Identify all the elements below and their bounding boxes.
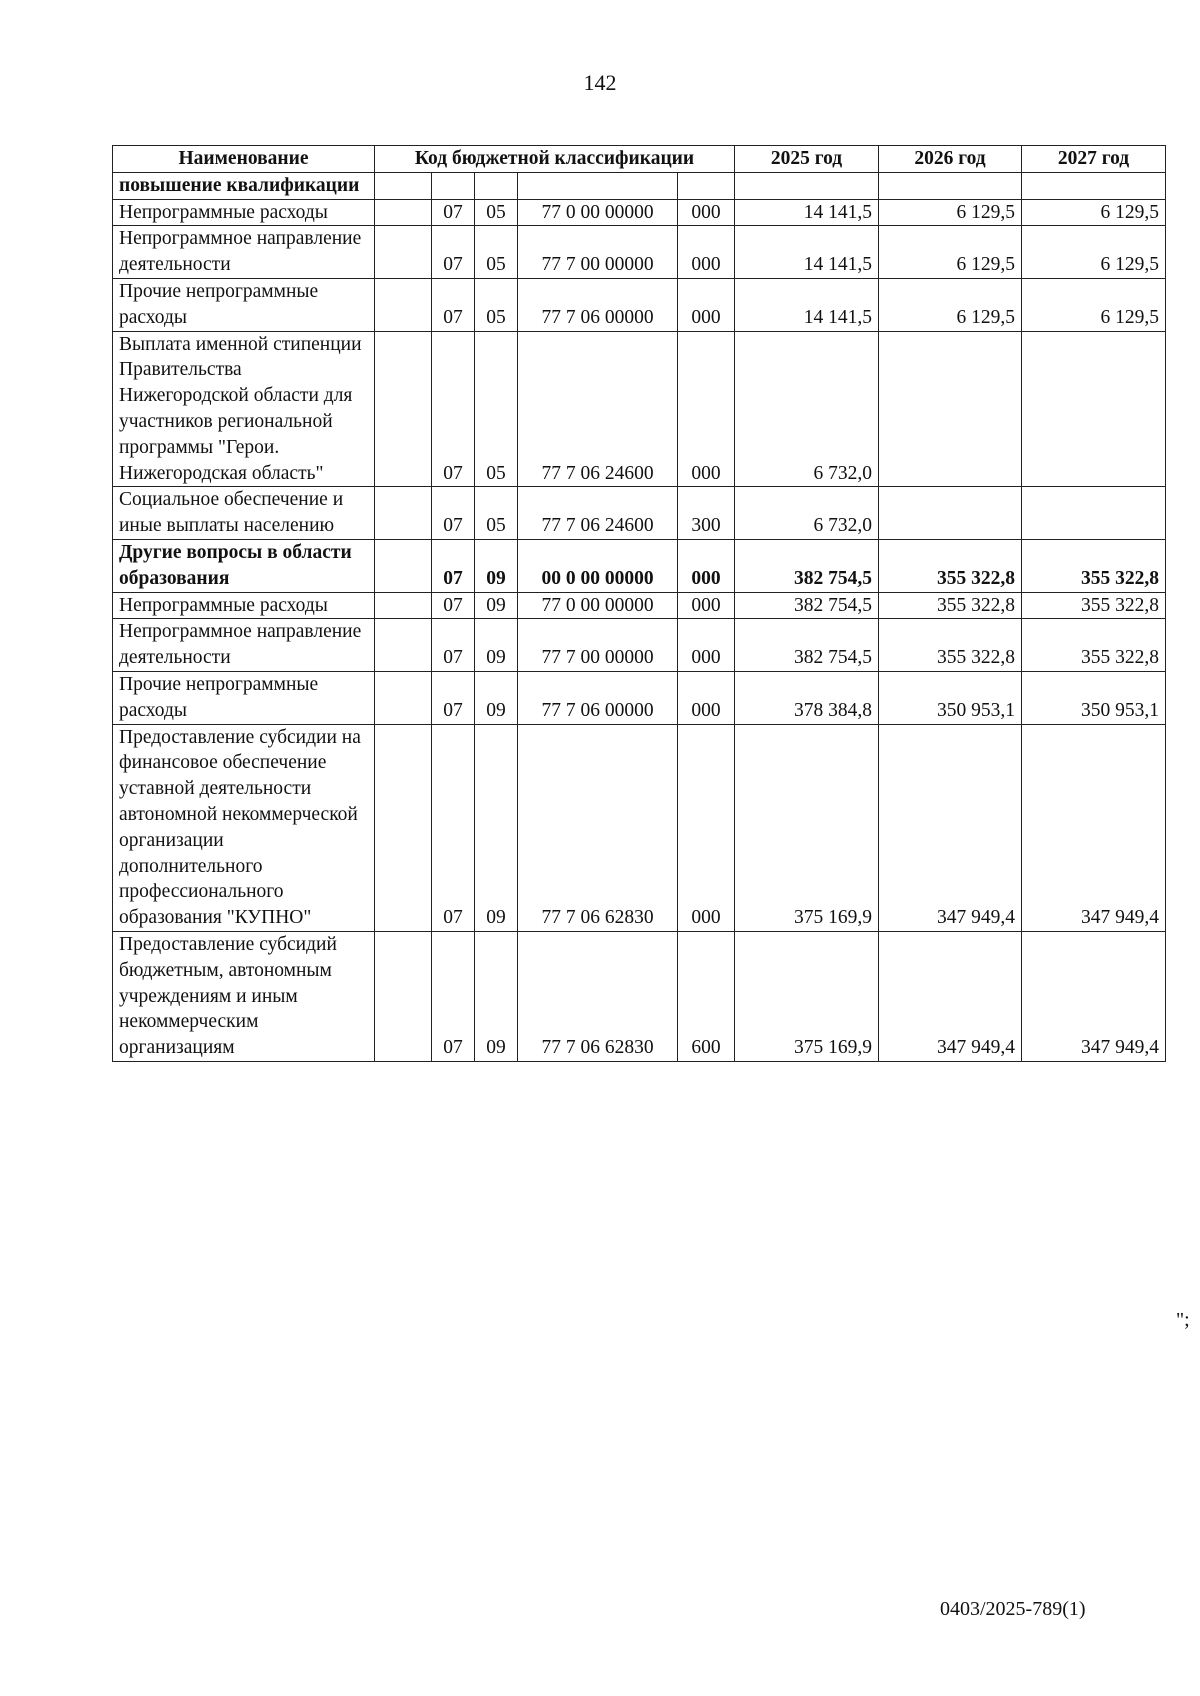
cell-name: Другие вопросы в области образования — [113, 539, 375, 592]
cell-subsection: 05 — [475, 487, 518, 540]
cell-expense-type: 000 — [678, 671, 735, 724]
cell-ministry-code — [375, 931, 432, 1061]
cell-expense-type — [678, 172, 735, 199]
cell-name: Непрограммные расходы — [113, 592, 375, 619]
cell-target-article: 77 0 00 00000 — [518, 199, 678, 226]
document-code: 0403/2025-789(1) — [940, 1598, 1086, 1620]
cell-amount-2025: 14 141,5 — [735, 199, 879, 226]
cell-section: 07 — [432, 539, 475, 592]
cell-amount-2025: 378 384,8 — [735, 671, 879, 724]
cell-section: 07 — [432, 278, 475, 331]
cell-target-article — [518, 172, 678, 199]
cell-amount-2027: 355 322,8 — [1022, 539, 1166, 592]
cell-amount-2026 — [879, 331, 1022, 487]
cell-amount-2025 — [735, 172, 879, 199]
cell-ministry-code — [375, 619, 432, 672]
cell-ministry-code — [375, 724, 432, 931]
cell-ministry-code — [375, 671, 432, 724]
cell-target-article: 00 0 00 00000 — [518, 539, 678, 592]
cell-name: Социальное обеспечение и иные выплаты населению — [113, 487, 375, 540]
cell-amount-2026: 355 322,8 — [879, 592, 1022, 619]
table-row — [113, 331, 1166, 487]
cell-name: Прочие непрограммные расходы — [113, 278, 375, 331]
cell-name: Непрограммные расходы — [113, 199, 375, 226]
cell-amount-2026 — [879, 172, 1022, 199]
cell-expense-type: 000 — [678, 539, 735, 592]
cell-expense-type: 000 — [678, 331, 735, 487]
cell-amount-2025: 14 141,5 — [735, 278, 879, 331]
header-2027: 2027 год — [1022, 146, 1166, 173]
cell-amount-2027: 347 949,4 — [1022, 724, 1166, 931]
cell-ministry-code — [375, 331, 432, 487]
cell-subsection: 05 — [475, 331, 518, 487]
cell-name: Предоставление субсидий бюджетным, автономным учреждениям и иным некоммерческим организациям — [113, 931, 375, 1061]
table-row — [113, 592, 1166, 619]
cell-amount-2027 — [1022, 331, 1166, 487]
cell-section — [432, 172, 475, 199]
table-row — [113, 278, 1166, 331]
cell-amount-2026: 350 953,1 — [879, 671, 1022, 724]
cell-section: 07 — [432, 931, 475, 1061]
cell-ministry-code — [375, 172, 432, 199]
cell-subsection: 05 — [475, 199, 518, 226]
cell-subsection: 09 — [475, 724, 518, 931]
cell-expense-type: 300 — [678, 487, 735, 540]
cell-subsection — [475, 172, 518, 199]
header-2025: 2025 год — [735, 146, 879, 173]
cell-ministry-code — [375, 199, 432, 226]
cell-amount-2026: 6 129,5 — [879, 199, 1022, 226]
cell-subsection: 09 — [475, 539, 518, 592]
cell-amount-2025: 6 732,0 — [735, 331, 879, 487]
cell-amount-2025: 382 754,5 — [735, 619, 879, 672]
cell-amount-2025: 375 169,9 — [735, 724, 879, 931]
cell-expense-type: 000 — [678, 724, 735, 931]
cell-subsection: 09 — [475, 592, 518, 619]
cell-section: 07 — [432, 592, 475, 619]
cell-ministry-code — [375, 278, 432, 331]
cell-name: Предоставление субсидии на финансовое обеспечение уставной деятельности автономной некоммерческой организации дополнительного профессионального образования "КУПНО" — [113, 724, 375, 931]
cell-amount-2027 — [1022, 172, 1166, 199]
cell-amount-2025: 6 732,0 — [735, 487, 879, 540]
cell-ministry-code — [375, 226, 432, 279]
cell-target-article: 77 7 06 62830 — [518, 724, 678, 931]
table-row — [113, 172, 1166, 199]
table-row — [113, 539, 1166, 592]
cell-section: 07 — [432, 724, 475, 931]
cell-name: Прочие непрограммные расходы — [113, 671, 375, 724]
table-row — [113, 226, 1166, 279]
page-number: 142 — [583, 70, 617, 95]
cell-amount-2026: 355 322,8 — [879, 619, 1022, 672]
cell-expense-type: 000 — [678, 278, 735, 331]
cell-subsection: 05 — [475, 226, 518, 279]
cell-section: 07 — [432, 199, 475, 226]
cell-target-article: 77 7 00 00000 — [518, 226, 678, 279]
cell-subsection: 09 — [475, 671, 518, 724]
cell-target-article: 77 7 00 00000 — [518, 619, 678, 672]
cell-amount-2027: 350 953,1 — [1022, 671, 1166, 724]
cell-subsection: 05 — [475, 278, 518, 331]
cell-amount-2027: 6 129,5 — [1022, 199, 1166, 226]
cell-target-article: 77 7 06 24600 — [518, 331, 678, 487]
table-row — [113, 199, 1166, 226]
cell-expense-type: 000 — [678, 199, 735, 226]
table-row — [113, 487, 1166, 540]
cell-amount-2025: 382 754,5 — [735, 592, 879, 619]
cell-amount-2026: 6 129,5 — [879, 278, 1022, 331]
cell-name: Непрограммное направление деятельности — [113, 619, 375, 672]
cell-expense-type: 000 — [678, 619, 735, 672]
header-code: Код бюджетной классификации — [375, 146, 735, 173]
table-row — [113, 671, 1166, 724]
cell-amount-2025: 382 754,5 — [735, 539, 879, 592]
cell-section: 07 — [432, 671, 475, 724]
header-row — [113, 146, 1166, 173]
cell-ministry-code — [375, 487, 432, 540]
cell-section: 07 — [432, 487, 475, 540]
cell-target-article: 77 7 06 24600 — [518, 487, 678, 540]
cell-amount-2027: 355 322,8 — [1022, 592, 1166, 619]
cell-amount-2026: 347 949,4 — [879, 931, 1022, 1061]
table-row — [113, 619, 1166, 672]
cell-expense-type: 000 — [678, 592, 735, 619]
header-name: Наименование — [113, 146, 375, 173]
cell-target-article: 77 7 06 62830 — [518, 931, 678, 1061]
cell-ministry-code — [375, 592, 432, 619]
cell-target-article: 77 7 06 00000 — [518, 671, 678, 724]
cell-amount-2027: 347 949,4 — [1022, 931, 1166, 1061]
cell-amount-2026: 355 322,8 — [879, 539, 1022, 592]
cell-amount-2027: 6 129,5 — [1022, 226, 1166, 279]
cell-amount-2025: 375 169,9 — [735, 931, 879, 1061]
cell-amount-2027: 355 322,8 — [1022, 619, 1166, 672]
cell-target-article: 77 0 00 00000 — [518, 592, 678, 619]
closing-quote-mark: "; — [1176, 1309, 1190, 1331]
cell-amount-2026 — [879, 487, 1022, 540]
cell-amount-2026: 347 949,4 — [879, 724, 1022, 931]
cell-amount-2027: 6 129,5 — [1022, 278, 1166, 331]
cell-name: повышение квалификации — [113, 172, 375, 199]
cell-expense-type: 600 — [678, 931, 735, 1061]
budget-table — [112, 145, 1166, 1062]
header-2026: 2026 год — [879, 146, 1022, 173]
cell-amount-2026: 6 129,5 — [879, 226, 1022, 279]
cell-subsection: 09 — [475, 619, 518, 672]
cell-expense-type: 000 — [678, 226, 735, 279]
cell-section: 07 — [432, 226, 475, 279]
table-row — [113, 931, 1166, 1061]
cell-section: 07 — [432, 331, 475, 487]
cell-section: 07 — [432, 619, 475, 672]
cell-ministry-code — [375, 539, 432, 592]
cell-subsection: 09 — [475, 931, 518, 1061]
cell-amount-2027 — [1022, 487, 1166, 540]
cell-amount-2025: 14 141,5 — [735, 226, 879, 279]
table-row — [113, 724, 1166, 931]
cell-name: Выплата именной стипенции Правительства Нижегородской области для участников региональной программы "Герои. Нижегородская область" — [113, 331, 375, 487]
cell-name: Непрограммное направление деятельности — [113, 226, 375, 279]
cell-target-article: 77 7 06 00000 — [518, 278, 678, 331]
